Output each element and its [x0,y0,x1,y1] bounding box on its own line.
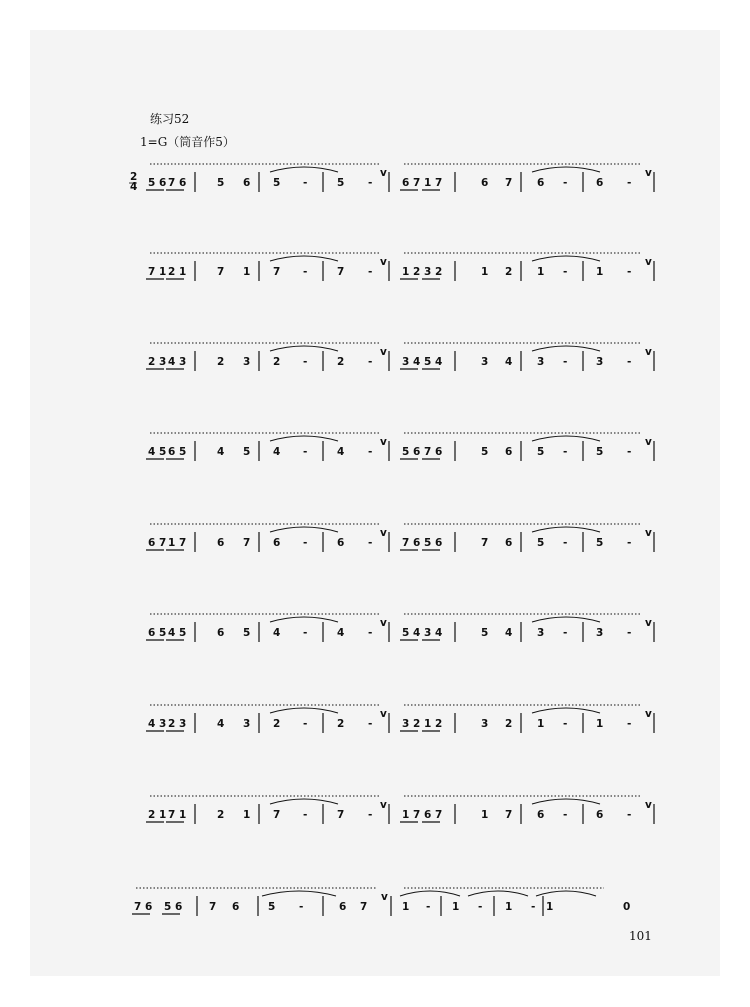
dash-extension: - [563,809,568,821]
note: 6 [232,901,240,913]
note: 7 [505,809,513,821]
note: 1 [424,718,432,730]
tie-arc [270,167,338,172]
note: 2 [435,718,443,730]
note: 7 [159,537,167,549]
breath-mark: v [380,436,387,448]
note: 6 [505,537,513,549]
dash-extension: - [303,356,308,368]
dash-extension: - [627,356,632,368]
note: 3 [243,718,251,730]
note: 3 [596,627,604,639]
note: 1 [402,266,410,278]
page-number: 101 [629,929,652,943]
time-signature-bottom: 4 [130,181,138,193]
note: 2 [505,266,513,278]
note: 7 [337,809,345,821]
note: 3 [402,356,410,368]
breath-mark: v [645,799,652,811]
note: 5 [273,177,281,189]
note: 5 [481,446,489,458]
note: 7 [148,266,156,278]
time-signature-top: 2 [130,171,138,183]
note: 7 [134,901,142,913]
note: 1 [537,718,545,730]
note: 6 [168,446,176,458]
note: 4 [435,356,443,368]
note: 4 [413,627,421,639]
note: 6 [217,627,225,639]
note: 0 [623,901,631,913]
note: 6 [243,177,251,189]
note: 4 [217,446,225,458]
note: 5 [159,446,167,458]
note: 2 [337,718,345,730]
note: 6 [537,809,545,821]
note: 6 [537,177,545,189]
dash-extension: - [563,446,568,458]
dash-extension: - [531,901,536,913]
note: 6 [159,177,167,189]
tie-arc [532,346,600,351]
note: 6 [175,901,183,913]
breath-mark: v [645,346,652,358]
note: 1 [596,266,604,278]
note: 6 [402,177,410,189]
note: 6 [273,537,281,549]
note: 4 [505,356,513,368]
dash-extension: - [368,266,373,278]
dash-extension: - [627,266,632,278]
tie-arc [532,708,600,713]
breath-mark: v [645,617,652,629]
note: 3 [424,266,432,278]
dash-extension: - [303,718,308,730]
note: 6 [413,446,421,458]
dash-extension: - [627,177,632,189]
note: 6 [596,177,604,189]
note: 3 [402,718,410,730]
tie-arc [532,256,600,261]
dash-extension: - [303,809,308,821]
dash-extension: - [563,266,568,278]
breath-mark: v [645,708,652,720]
note: 7 [243,537,251,549]
note: 6 [148,627,156,639]
note: 4 [273,627,281,639]
breath-mark: v [645,436,652,448]
breath-mark: v [645,256,652,268]
note: 2 [435,266,443,278]
note: 3 [481,718,489,730]
note: 7 [168,177,176,189]
dash-extension: - [426,901,431,913]
note: 3 [179,356,187,368]
note: 2 [148,356,156,368]
note: 7 [424,446,432,458]
note: 5 [402,627,410,639]
note: 6 [424,809,432,821]
note: 1 [243,266,251,278]
breath-mark: v [380,617,387,629]
dash-extension: - [368,356,373,368]
note: 7 [413,809,421,821]
tie-arc [270,617,338,622]
note: 5 [596,537,604,549]
note: 6 [217,537,225,549]
note: 5 [179,446,187,458]
dash-extension: - [368,177,373,189]
note: 4 [273,446,281,458]
note: 1 [402,809,410,821]
exercise-title: 练习52 [150,112,190,126]
tie-arc [532,617,600,622]
note: 6 [413,537,421,549]
note: 4 [505,627,513,639]
tie-arc [532,167,600,172]
note: 5 [481,627,489,639]
note: 3 [243,356,251,368]
note: 6 [435,537,443,549]
note: 6 [435,446,443,458]
note: 7 [402,537,410,549]
dash-extension: - [627,537,632,549]
breath-mark: v [380,167,387,179]
dash-extension: - [563,718,568,730]
dash-extension: - [627,718,632,730]
note: 2 [413,266,421,278]
note: 3 [159,718,167,730]
note: 3 [537,627,545,639]
note: 4 [337,446,345,458]
tie-arc [270,346,338,351]
note: 1 [537,266,545,278]
dash-extension: - [627,809,632,821]
dash-extension: - [303,627,308,639]
note: 1 [168,537,176,549]
note: 2 [148,809,156,821]
note: 6 [179,177,187,189]
note: 6 [481,177,489,189]
note: 5 [537,446,545,458]
note: 4 [168,356,176,368]
note: 7 [337,266,345,278]
tie-arc [262,891,336,896]
note: 4 [168,627,176,639]
note: 1 [596,718,604,730]
note: 2 [413,718,421,730]
note: 7 [273,266,281,278]
note: 6 [148,537,156,549]
note: 3 [424,627,432,639]
note: 5 [424,537,432,549]
note: 6 [596,809,604,821]
dash-extension: - [303,177,308,189]
dash-extension: - [368,537,373,549]
tie-arc [532,799,600,804]
note: 3 [537,356,545,368]
note: 7 [435,809,443,821]
note: 1 [424,177,432,189]
dash-extension: - [563,177,568,189]
dash-extension: - [478,901,483,913]
note: 7 [217,266,225,278]
breath-mark: v [380,527,387,539]
note: 5 [217,177,225,189]
tie-arc [270,256,338,261]
dash-extension: - [368,718,373,730]
note: 1 [402,901,410,913]
note: 1 [159,266,167,278]
note: 4 [148,446,156,458]
note: 5 [337,177,345,189]
note: 6 [337,537,345,549]
note: 2 [168,266,176,278]
note: 5 [402,446,410,458]
note: 5 [179,627,187,639]
note: 1 [481,266,489,278]
note: 2 [273,356,281,368]
note: 1 [546,901,554,913]
breath-mark: v [645,527,652,539]
note: 2 [168,718,176,730]
tie-arc [270,799,338,804]
tie-arc [270,527,338,532]
note: 4 [337,627,345,639]
note: 1 [179,266,187,278]
note: 1 [159,809,167,821]
note: 7 [273,809,281,821]
note: 5 [596,446,604,458]
note: 5 [148,177,156,189]
note: 5 [164,901,172,913]
note: 2 [337,356,345,368]
breath-mark: v [380,346,387,358]
note: 3 [179,718,187,730]
note: 1 [179,809,187,821]
note: 7 [360,901,368,913]
note: 4 [148,718,156,730]
dash-extension: - [368,809,373,821]
dash-extension: - [368,446,373,458]
tie-arc [536,891,596,896]
note: 2 [273,718,281,730]
note: 5 [268,901,276,913]
tie-arc [468,891,528,896]
breath-mark: v [380,256,387,268]
dash-extension: - [563,537,568,549]
note: 7 [168,809,176,821]
tie-arc [270,436,338,441]
note: 5 [537,537,545,549]
key-signature: 1=G（筒音作5） [140,135,235,149]
breath-mark: v [380,799,387,811]
dash-extension: - [368,627,373,639]
breath-mark: v [380,708,387,720]
note: 2 [217,809,225,821]
dash-extension: - [627,627,632,639]
note: 7 [505,177,513,189]
note: 1 [481,809,489,821]
dash-extension: - [303,446,308,458]
note: 7 [413,177,421,189]
note: 5 [243,627,251,639]
note: 7 [179,537,187,549]
note: 3 [481,356,489,368]
tie-arc [270,708,338,713]
note: 5 [424,356,432,368]
dash-extension: - [303,266,308,278]
tie-arc [532,527,600,532]
note: 7 [435,177,443,189]
note: 1 [243,809,251,821]
dash-extension: - [303,537,308,549]
note: 4 [435,627,443,639]
note: 3 [596,356,604,368]
note: 1 [505,901,513,913]
note: 2 [505,718,513,730]
tie-arc [400,891,460,896]
note: 3 [159,356,167,368]
dash-extension: - [563,356,568,368]
note: 5 [243,446,251,458]
note: 6 [505,446,513,458]
note: 4 [413,356,421,368]
tie-arc [532,436,600,441]
note: 7 [481,537,489,549]
breath-mark: v [645,167,652,179]
breath-mark: v [381,891,388,903]
dash-extension: - [627,446,632,458]
note: 6 [145,901,153,913]
note: 1 [452,901,460,913]
note: 6 [339,901,347,913]
note: 4 [217,718,225,730]
note: 7 [209,901,217,913]
note: 2 [217,356,225,368]
dash-extension: - [563,627,568,639]
note: 5 [159,627,167,639]
dash-extension: - [299,901,304,913]
